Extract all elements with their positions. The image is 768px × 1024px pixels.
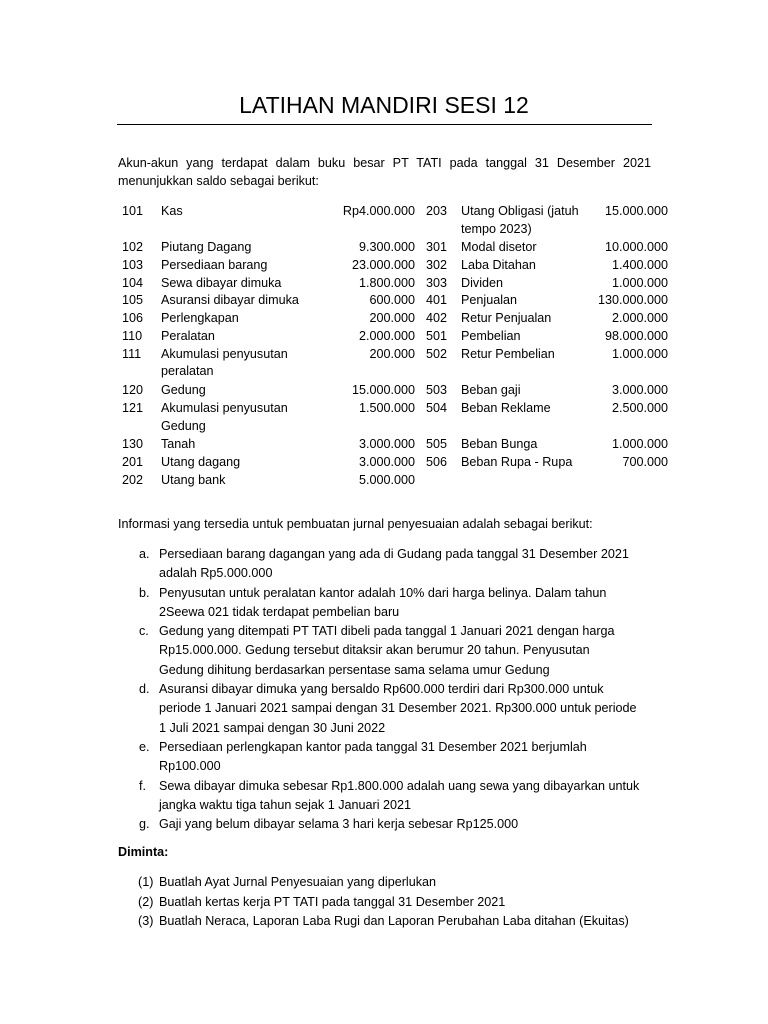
account-row — [118, 382, 670, 400]
account-row — [118, 292, 670, 310]
account-row — [118, 257, 670, 275]
account-row — [118, 472, 670, 490]
account-name: Modal disetor — [461, 240, 537, 254]
list-item-label: d. — [139, 682, 150, 697]
account-amount: 2.500.000 — [611, 401, 668, 415]
account-name: Peralatan — [161, 329, 215, 343]
account-number: 201 — [122, 455, 144, 469]
page-title: LATIHAN MANDIRI SESI 12 — [239, 92, 529, 118]
list-item-label: b. — [139, 585, 150, 600]
account-name: Utang Obligasi (jatuh tempo 2023) — [461, 204, 579, 236]
account-number: 505 — [426, 437, 448, 451]
account-name: Retur Penjualan — [461, 311, 552, 326]
list-item-line: Gedung dihitung berdasarkan persentase sama selama umur Gedung — [159, 662, 550, 677]
account-amount: 9.300.000 — [358, 240, 415, 254]
account-number: 401 — [426, 293, 448, 308]
intro-paragraph: Akun-akun yang terdapat dalam buku besar PT TATI pada tanggal 31 Desember 2021 menunjukkan saldo sebagai berikut: — [118, 156, 651, 188]
account-name: Penjualan — [461, 293, 518, 308]
account-name: Akumulasi penyusutan Gedung — [161, 401, 288, 433]
account-name: Piutang Dagang — [161, 240, 252, 254]
account-name: Beban Bunga — [461, 437, 538, 451]
account-row — [118, 436, 670, 454]
task-item-label: (2) — [138, 894, 154, 909]
list-item-label: c. — [139, 624, 149, 639]
account-number: 303 — [426, 275, 448, 290]
account-number: 302 — [426, 257, 448, 272]
account-name: Beban Rupa - Rupa — [461, 455, 573, 469]
account-amount: 1.000.000 — [611, 437, 668, 451]
account-amount: Rp4.000.000 — [342, 204, 415, 218]
account-number: 101 — [122, 204, 144, 218]
account-number: 301 — [426, 240, 448, 254]
account-name: Kas — [161, 204, 183, 218]
account-number: 102 — [122, 240, 144, 254]
list-item — [118, 584, 658, 623]
account-name: Beban Reklame — [461, 401, 551, 415]
account-amount: 600.000 — [369, 293, 415, 308]
task-item — [118, 873, 658, 893]
account-row — [118, 310, 670, 328]
account-row — [118, 203, 670, 239]
list-item — [118, 545, 658, 584]
list-item-line: 2Seewa 021 tidak terdapat pembelian baru — [159, 604, 400, 619]
account-number: 111 — [122, 346, 142, 361]
list-item-line: 1 Juli 2021 sampai dengan 30 Juni 2022 — [159, 720, 386, 735]
task-item — [118, 893, 658, 913]
adjustment-list — [118, 545, 658, 834]
account-amount: 1.000.000 — [611, 275, 668, 290]
task-item-text: Buatlah Neraca, Laporan Laba Rugi dan Laporan Perubahan Laba ditahan (Ekuitas) — [159, 914, 629, 928]
account-name: Laba Ditahan — [461, 257, 536, 272]
account-name: Dividen — [461, 275, 503, 290]
list-item-label: e. — [139, 739, 150, 754]
list-item-line: Penyusutan untuk peralatan kantor adalah 10% dari harga belinya. Dalam tahun — [159, 585, 607, 600]
account-row — [118, 346, 670, 382]
account-amount: 15.000.000 — [351, 382, 415, 397]
list-item-label: g. — [139, 817, 150, 832]
list-item-label: a. — [139, 547, 150, 561]
list-item-line: adalah Rp5.000.000 — [159, 566, 273, 581]
account-amount: 1.800.000 — [358, 275, 415, 290]
title-underline — [117, 124, 652, 125]
account-row — [118, 239, 670, 257]
list-item-line: Gedung yang ditempati PT TATI dibeli pada tanggal 1 Januari 2021 dengan harga — [159, 624, 615, 639]
account-amount: 3.000.000 — [358, 437, 415, 451]
diminta-heading: Diminta: — [118, 845, 169, 859]
account-name: Gedung — [161, 382, 206, 397]
list-item-line: Asuransi dibayar dimuka yang bersaldo Rp600.000 terdiri dari Rp300.000 untuk — [159, 682, 604, 697]
task-item-text: Buatlah Ayat Jurnal Penyesuaian yang diperlukan — [159, 875, 437, 889]
account-amount: 2.000.000 — [358, 329, 415, 343]
list-item-line: Sewa dibayar dimuka sebesar Rp1.800.000 adalah uang sewa yang dibayarkan untuk — [159, 778, 640, 793]
account-amount: 98.000.000 — [604, 329, 668, 343]
account-number: 120 — [122, 382, 144, 397]
account-number: 506 — [426, 455, 448, 469]
account-number: 103 — [122, 257, 144, 272]
account-number: 106 — [122, 311, 144, 326]
account-number: 105 — [122, 293, 144, 308]
list-item-label: f. — [139, 778, 146, 793]
task-item-label: (3) — [138, 914, 154, 928]
account-amount: 15.000.000 — [604, 204, 668, 218]
account-number: 503 — [426, 382, 448, 397]
account-amount: 700.000 — [622, 455, 668, 469]
account-row — [118, 275, 670, 293]
list-item — [118, 680, 658, 738]
account-number: 402 — [426, 311, 448, 326]
info-heading: Informasi yang tersedia untuk pembuatan jurnal penyesuaian adalah sebagai berikut: — [118, 517, 593, 531]
account-number: 504 — [426, 401, 448, 415]
account-amount: 2.000.000 — [611, 311, 668, 326]
account-name: Utang dagang — [161, 455, 241, 469]
account-amount: 1.400.000 — [611, 257, 668, 272]
account-name: Beban gaji — [461, 382, 521, 397]
list-item — [118, 622, 658, 680]
task-item — [118, 912, 658, 932]
account-number: 121 — [122, 401, 144, 415]
list-item-line: Gaji yang belum dibayar selama 3 hari kerja sebesar Rp125.000 — [159, 817, 519, 832]
account-amount: 3.000.000 — [611, 382, 668, 397]
list-item-line: Rp100.000 — [159, 759, 221, 774]
account-number: 104 — [122, 275, 144, 290]
list-item-line: jangka waktu tiga tahun sejak 1 Januari 2021 — [159, 797, 412, 812]
account-number: 110 — [122, 329, 143, 343]
account-name: Persediaan barang — [161, 257, 268, 272]
account-number: 203 — [426, 204, 448, 218]
list-item-line: Persediaan barang dagangan yang ada di Gudang pada tanggal 31 Desember 2021 — [159, 547, 629, 561]
account-amount: 200.000 — [369, 311, 415, 326]
account-name: Sewa dibayar dimuka — [161, 275, 282, 290]
account-name: Tanah — [161, 437, 196, 451]
account-name: Pembelian — [461, 329, 521, 343]
account-number: 130 — [122, 437, 144, 451]
account-row — [118, 454, 670, 472]
account-number: 202 — [122, 472, 144, 487]
task-item-text: Buatlah kertas kerja PT TATI pada tanggal 31 Desember 2021 — [159, 894, 506, 909]
account-row — [118, 328, 670, 346]
list-item-line: Persediaan perlengkapan kantor pada tanggal 31 Desember 2021 berjumlah — [159, 739, 587, 754]
account-amount: 23.000.000 — [351, 257, 415, 272]
list-item — [118, 738, 658, 777]
account-number: 501 — [426, 329, 448, 343]
account-amount: 5.000.000 — [358, 472, 415, 487]
task-list — [118, 873, 658, 932]
account-amount: 130.000.000 — [597, 293, 668, 308]
list-item — [118, 777, 658, 816]
account-amount: 1.000.000 — [611, 346, 668, 361]
account-name: Retur Pembelian — [461, 346, 555, 361]
account-amount: 3.000.000 — [358, 455, 415, 469]
list-item — [118, 815, 658, 834]
account-number: 502 — [426, 346, 448, 361]
account-name: Perlengkapan — [161, 311, 239, 326]
account-amount: 200.000 — [369, 346, 415, 361]
account-name: Akumulasi penyusutan peralatan — [161, 346, 288, 379]
list-item-line: periode 1 Januari 2021 sampai dengan 31 Desember 2021. Rp300.000 untuk periode — [159, 701, 637, 716]
account-name: Utang bank — [161, 472, 226, 487]
task-item-label: (1) — [138, 875, 154, 889]
list-item-line: Rp15.000.000. Gedung tersebut ditaksir akan berumur 20 tahun. Penyusutan — [159, 643, 590, 658]
account-name: Asuransi dibayar dimuka — [161, 293, 299, 308]
account-row — [118, 400, 670, 436]
account-amount: 1.500.000 — [358, 401, 415, 415]
account-amount: 10.000.000 — [604, 240, 668, 254]
